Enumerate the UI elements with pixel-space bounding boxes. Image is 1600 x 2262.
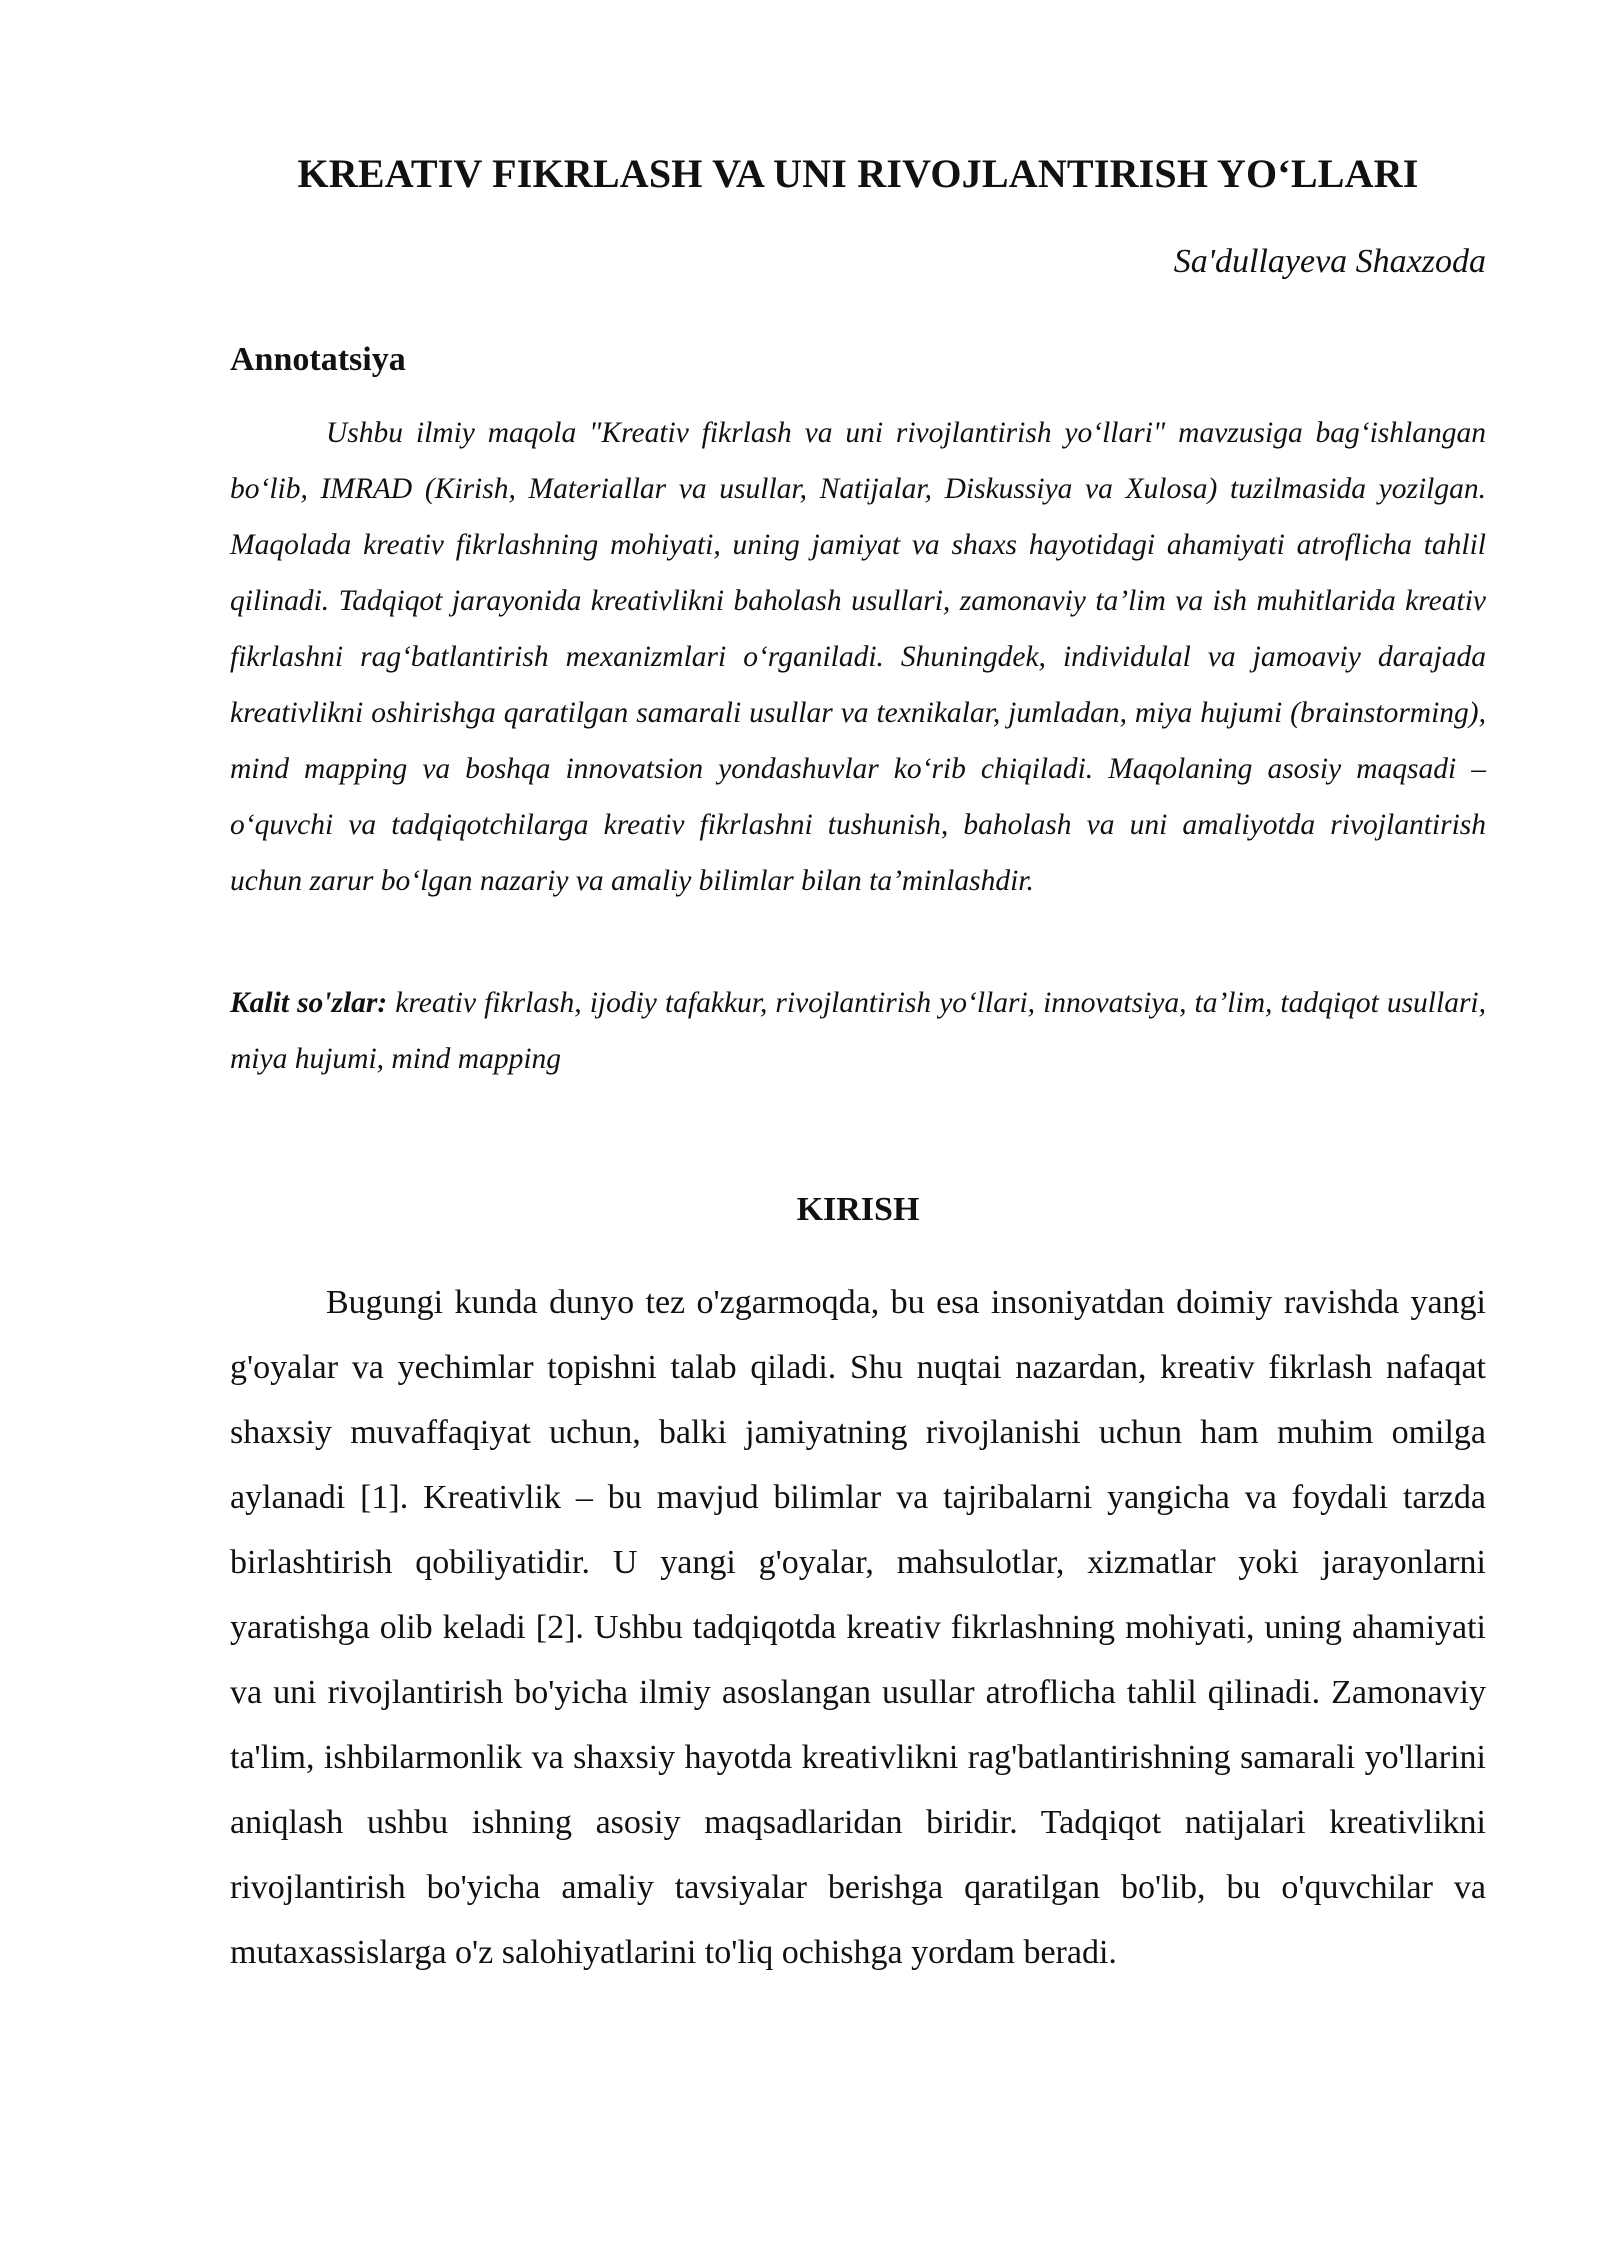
paper-title: KREATIV FIKRLASH VA UNI RIVOJLANTIRISH YO‘LLARI: [297, 151, 1419, 196]
keywords-label: Kalit so'zlar:: [230, 987, 388, 1019]
keywords-list: kreativ fikrlash, ijodiy tafakkur, rivojlantirish yo‘llari, innovatsiya, ta’lim, tadqiqot usullari, miya hujumi, mind mapping: [230, 987, 1486, 1075]
author-name: Sa'dullayeva Shaxzoda: [1173, 243, 1486, 280]
keywords-paragraph: [230, 975, 1486, 1087]
annotation-heading: Annotatsiya: [230, 341, 406, 378]
section-heading-kirish: KIRISH: [796, 1191, 920, 1228]
abstract-paragraph: Ushbu ilmiy maqola "Kreativ fikrlash va uni rivojlantirish yo‘llari" mavzusiga bag‘ishlangan bo‘lib, IMRAD (Kirish, Materiallar va usullar, Natijalar, Diskussiya va Xulosa) tuzilmasida yozilgan. Maqolada kreativ fikrlashning mohiyati, uning jamiyat va shaxs hayotidagi ahamiyati atroflicha tahlil qilinadi. Tadqiqot jarayonida kreativlikni baholash usullari, zamonaviy ta’lim va ish muhitlarida kreativ fikrlashni rag‘batlantirish mexanizmlari o‘rganiladi. Shuningdek, individulal va jamoaviy darajada kreativlikni oshirishga qaratilgan samarali usullar va texnikalar, jumladan, miya hujumi (brainstorming), mind mapping va boshqa innovatsion yondashuvlar ko‘rib chiqiladi. Maqolaning asosiy maqsadi – o‘quvchi va tadqiqotchilarga kreativ fikrlashni tushunish, baholash va uni amaliyotda rivojlantirish uchun zarur bo‘lgan nazariy va amaliy bilimlar bilan ta’minlashdir.: [230, 417, 1486, 897]
intro-paragraph: Bugungi kunda dunyo tez o'zgarmoqda, bu esa insoniyatdan doimiy ravishda yangi g'oyalar va yechimlar topishni talab qiladi. Shu nuqtai nazardan, kreativ fikrlash nafaqat shaxsiy muvaffaqiyat uchun, balki jamiyatning rivojlanishi uchun ham muhim omilga aylanadi [1]. Kreativlik – bu mavjud bilimlar va tajribalarni yangicha va foydali tarzda birlashtirish qobiliyatidir. U yangi g'oyalar, mahsulotlar, xizmatlar yoki jarayonlarni yaratishga olib keladi [2]. Ushbu tadqiqotda kreativ fikrlashning mohiyati, uning ahamiyati va uni rivojlantirish bo'yicha ilmiy asoslangan usullar atroflicha tahlil qilinadi. Zamonaviy ta'lim, ishbilarmonlik va shaxsiy hayotda kreativlikni rag'batlantirishning samarali yo'llarini aniqlash ushbu ishning asosiy maqsadlaridan biridir. Tadqiqot natijalari kreativlikni rivojlantirish bo'yicha amaliy tavsiyalar berishga qaratilgan bo'lib, bu o'quvchilar va mutaxassislarga o'z salohiyatlarini to'liq ochishga yordam beradi.: [230, 1284, 1486, 1971]
